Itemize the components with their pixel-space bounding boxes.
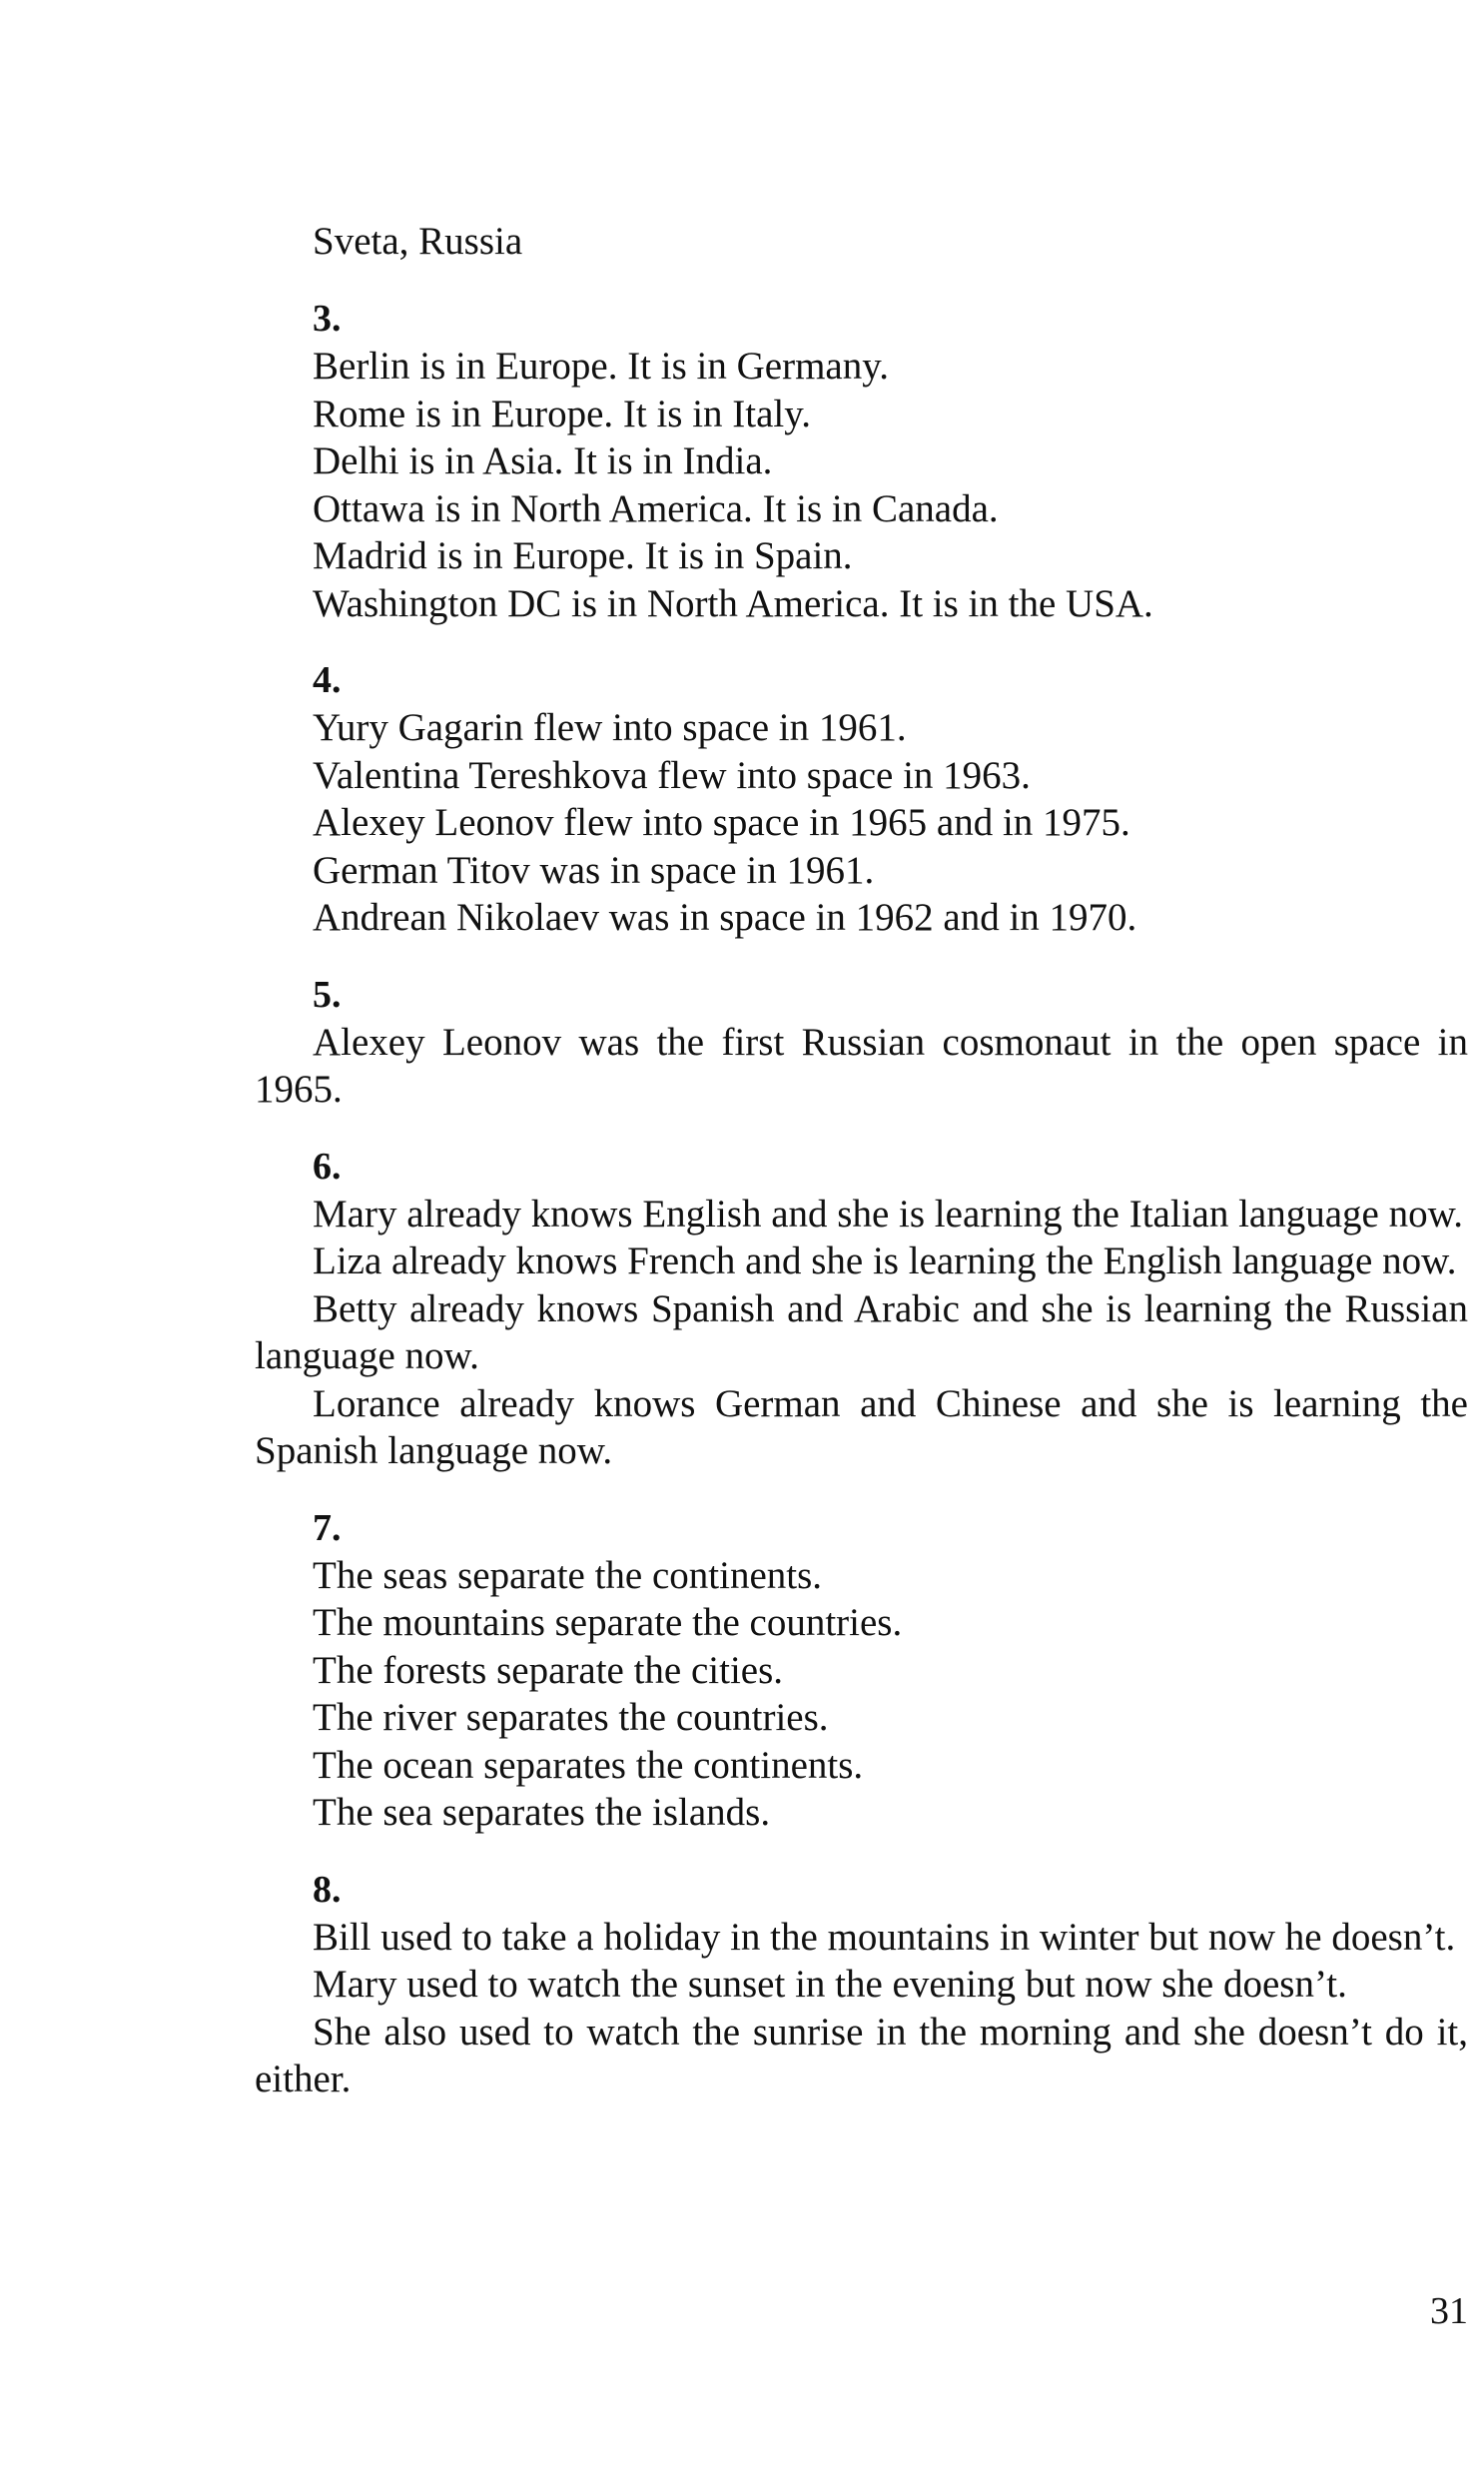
answer-line: Delhi is in Asia. It is in India. — [313, 439, 773, 482]
answer-line: Yury Gagarin flew into space in 1961. — [313, 706, 907, 749]
document-page — [255, 218, 1468, 2103]
answer-paragraph: She also used to watch the sunrise in the morning and she doesn’t do it, either. — [255, 2010, 1468, 2100]
answer-line: Alexey Leonov flew into space in 1965 and in 1975. — [313, 801, 1130, 844]
answer-line: The seas separate the continents. — [313, 1553, 823, 1597]
answer-line: Andrean Nikolaev was in space in 1962 and in 1970. — [313, 896, 1137, 939]
section-6 — [255, 1143, 1468, 1475]
answer-paragraph: Alexey Leonov was the first Russian cosmonaut in the open space in 1965. — [255, 1020, 1468, 1111]
section-7 — [255, 1504, 1468, 1837]
answer-line: The river separates the countries. — [313, 1696, 829, 1739]
section-heading: 3. — [313, 298, 342, 340]
answer-line: Berlin is in Europe. It is in Germany. — [313, 345, 889, 388]
answer-line: Rome is in Europe. It is in Italy. — [313, 392, 811, 435]
answer-paragraph: Mary already knows English and she is learning the Italian language now. — [313, 1192, 1463, 1236]
answer-line: The mountains separate the countries. — [313, 1601, 903, 1644]
section-heading: 5. — [313, 973, 342, 1016]
section-3 — [255, 295, 1468, 627]
answer-paragraph: Betty already knows Spanish and Arabic and she is learning the Russian language now. — [255, 1286, 1468, 1377]
page-number: 31 — [1430, 2290, 1468, 2332]
section-5 — [255, 971, 1468, 1114]
answer-line: Washington DC is in North America. It is in the USA. — [313, 581, 1153, 625]
answer-line: The forests separate the cities. — [313, 1648, 784, 1692]
answer-paragraph: Liza already knows French and she is learning the English language now. — [313, 1239, 1457, 1282]
section-heading: 4. — [313, 659, 342, 701]
answer-line: The sea separates the islands. — [313, 1791, 771, 1834]
section-heading: 8. — [313, 1868, 342, 1911]
answer-line: German Titov was in space in 1961. — [313, 848, 875, 892]
answer-paragraph: Bill used to take a holiday in the mountains in winter but now he doesn’t. — [313, 1915, 1456, 1959]
answer-line: Ottawa is in North America. It is in Canada. — [313, 486, 999, 530]
section-heading: 6. — [313, 1145, 342, 1188]
section-heading: 7. — [313, 1506, 342, 1549]
section-4 — [255, 656, 1468, 942]
answer-line: Madrid is in Europe. It is in Spain. — [313, 534, 853, 577]
answer-line: The ocean separates the continents. — [313, 1743, 864, 1787]
answer-paragraph: Mary used to watch the sunset in the evening but now she doesn’t. — [313, 1963, 1347, 2006]
answer-paragraph: Lorance already knows German and Chinese and she is learning the Spanish language now. — [255, 1381, 1468, 1472]
answer-line: Valentina Tereshkova flew into space in 1963. — [313, 753, 1031, 797]
signature-line: Sveta, Russia — [313, 220, 523, 263]
section-8 — [255, 1866, 1468, 2103]
